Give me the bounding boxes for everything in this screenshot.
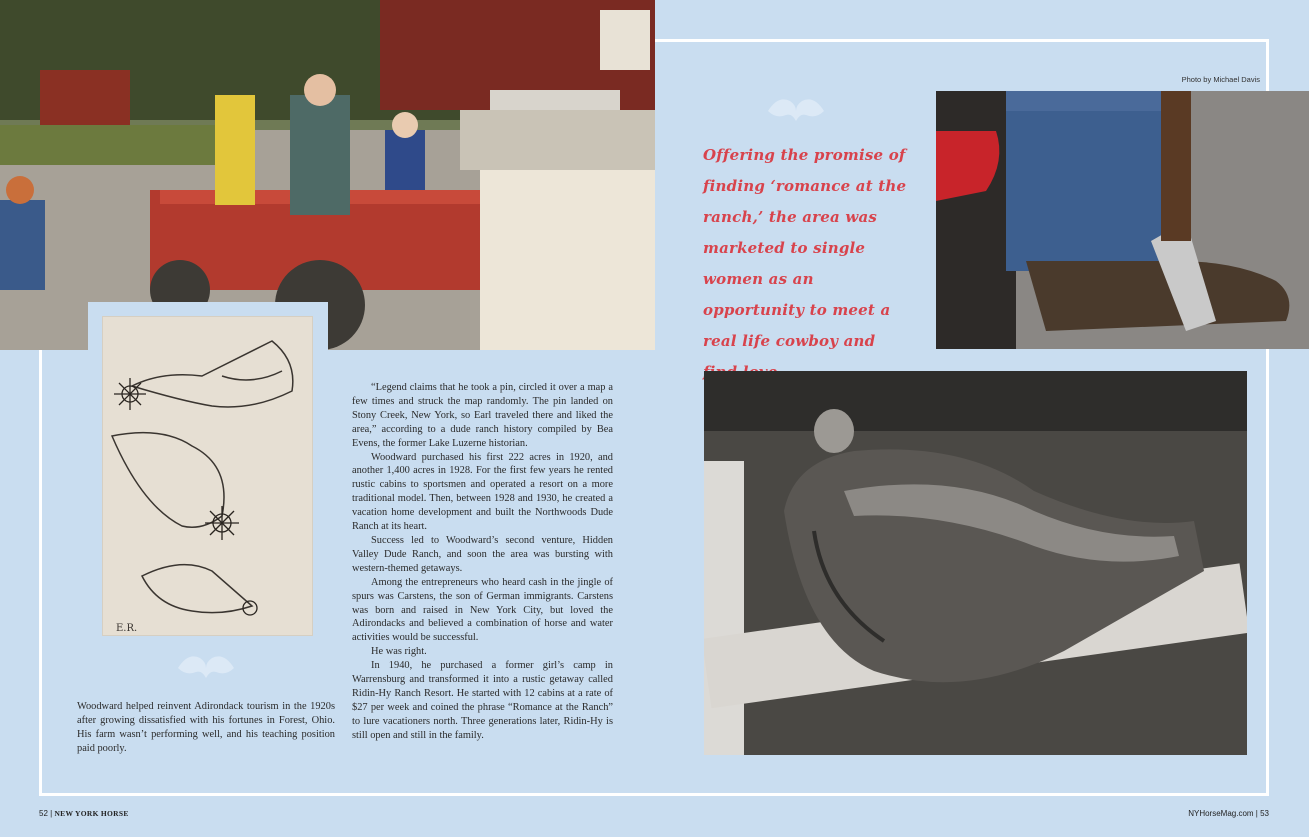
article-body-column (352, 381, 613, 743)
paragraph: Among the entrepreneurs who heard cash in the jingle of spurs was Carstens, the son of German immigrants. Carstens was born and raised in New York City, but loved the Adirondacks and believed a combination of horse and water activities would be successful. (352, 576, 613, 644)
saddle-photo (704, 371, 1247, 755)
folio-separator: | (1253, 809, 1261, 818)
paragraph: “Legend claims that he took a pin, circled it over a map a few times and struck the map randomly. The pin landed on Stony Creek, New York, so Earl traveled there and liked the area,” according to a dude ranch history compiled by Bea Evens, the former Lake Luzerne historian. (352, 382, 613, 449)
left-page-folio (39, 809, 129, 818)
wagon-photo (0, 0, 655, 350)
folio-separator: | (47, 809, 55, 818)
page-number: 53 (1260, 809, 1269, 818)
page-number: 52 (39, 809, 48, 818)
paragraph: Success led to Woodward’s second venture, Hidden Valley Dude Ranch, and soon the area was bursting with western-themed getaways. (352, 534, 613, 574)
paragraph: Woodward helped reinvent Adirondack tourism in the 1920s after growing dissatisfied with his fortunes in Forest, Ohio. His farm wasn’t performing well, and his teaching position paid poorly. (77, 701, 335, 754)
article-intro-column (77, 700, 335, 756)
paragraph: He was right. (371, 646, 427, 658)
boot-stirrup-photo (936, 91, 1309, 349)
pull-quote: Offering the promise of finding ‘romance at the ranch,’ the area was marketed to single women as an opportunity to meet a real life cowboy and (703, 146, 907, 350)
publication-name: NEW YORK HORSE (54, 809, 129, 818)
photo-credit: Photo by Michael Davis (1181, 75, 1260, 84)
sketch-signature: E.R. (116, 623, 138, 634)
paragraph: In 1940, he purchased a former girl’s camp in Warrensburg and transformed it into a rustic getaway called Ridin-Hy Ranch Resort. He started with 12 cabins at a rate of $27 per week and coined the phrase “Romance at the Ranch” to lure vacationers north. Three generations later, Ridin-Hy is still open and still in the family. (352, 660, 613, 741)
flourish-ornament-left (168, 646, 244, 686)
paragraph: Woodward purchased his first 222 acres in 1920, and another 1,400 acres in 1928. For the first few years he rented rustic cabins to sportsmen and operated a resort on a more traditional model. Then, between 1928 and 1930, he created a vacation home development and built the Northwoods Dude Ranch at its heart. (352, 451, 613, 533)
spur-sketch (102, 316, 313, 636)
website: NYHorseMag.com (1188, 809, 1254, 818)
flourish-ornament-top (758, 89, 834, 129)
right-page-folio (1188, 809, 1269, 818)
